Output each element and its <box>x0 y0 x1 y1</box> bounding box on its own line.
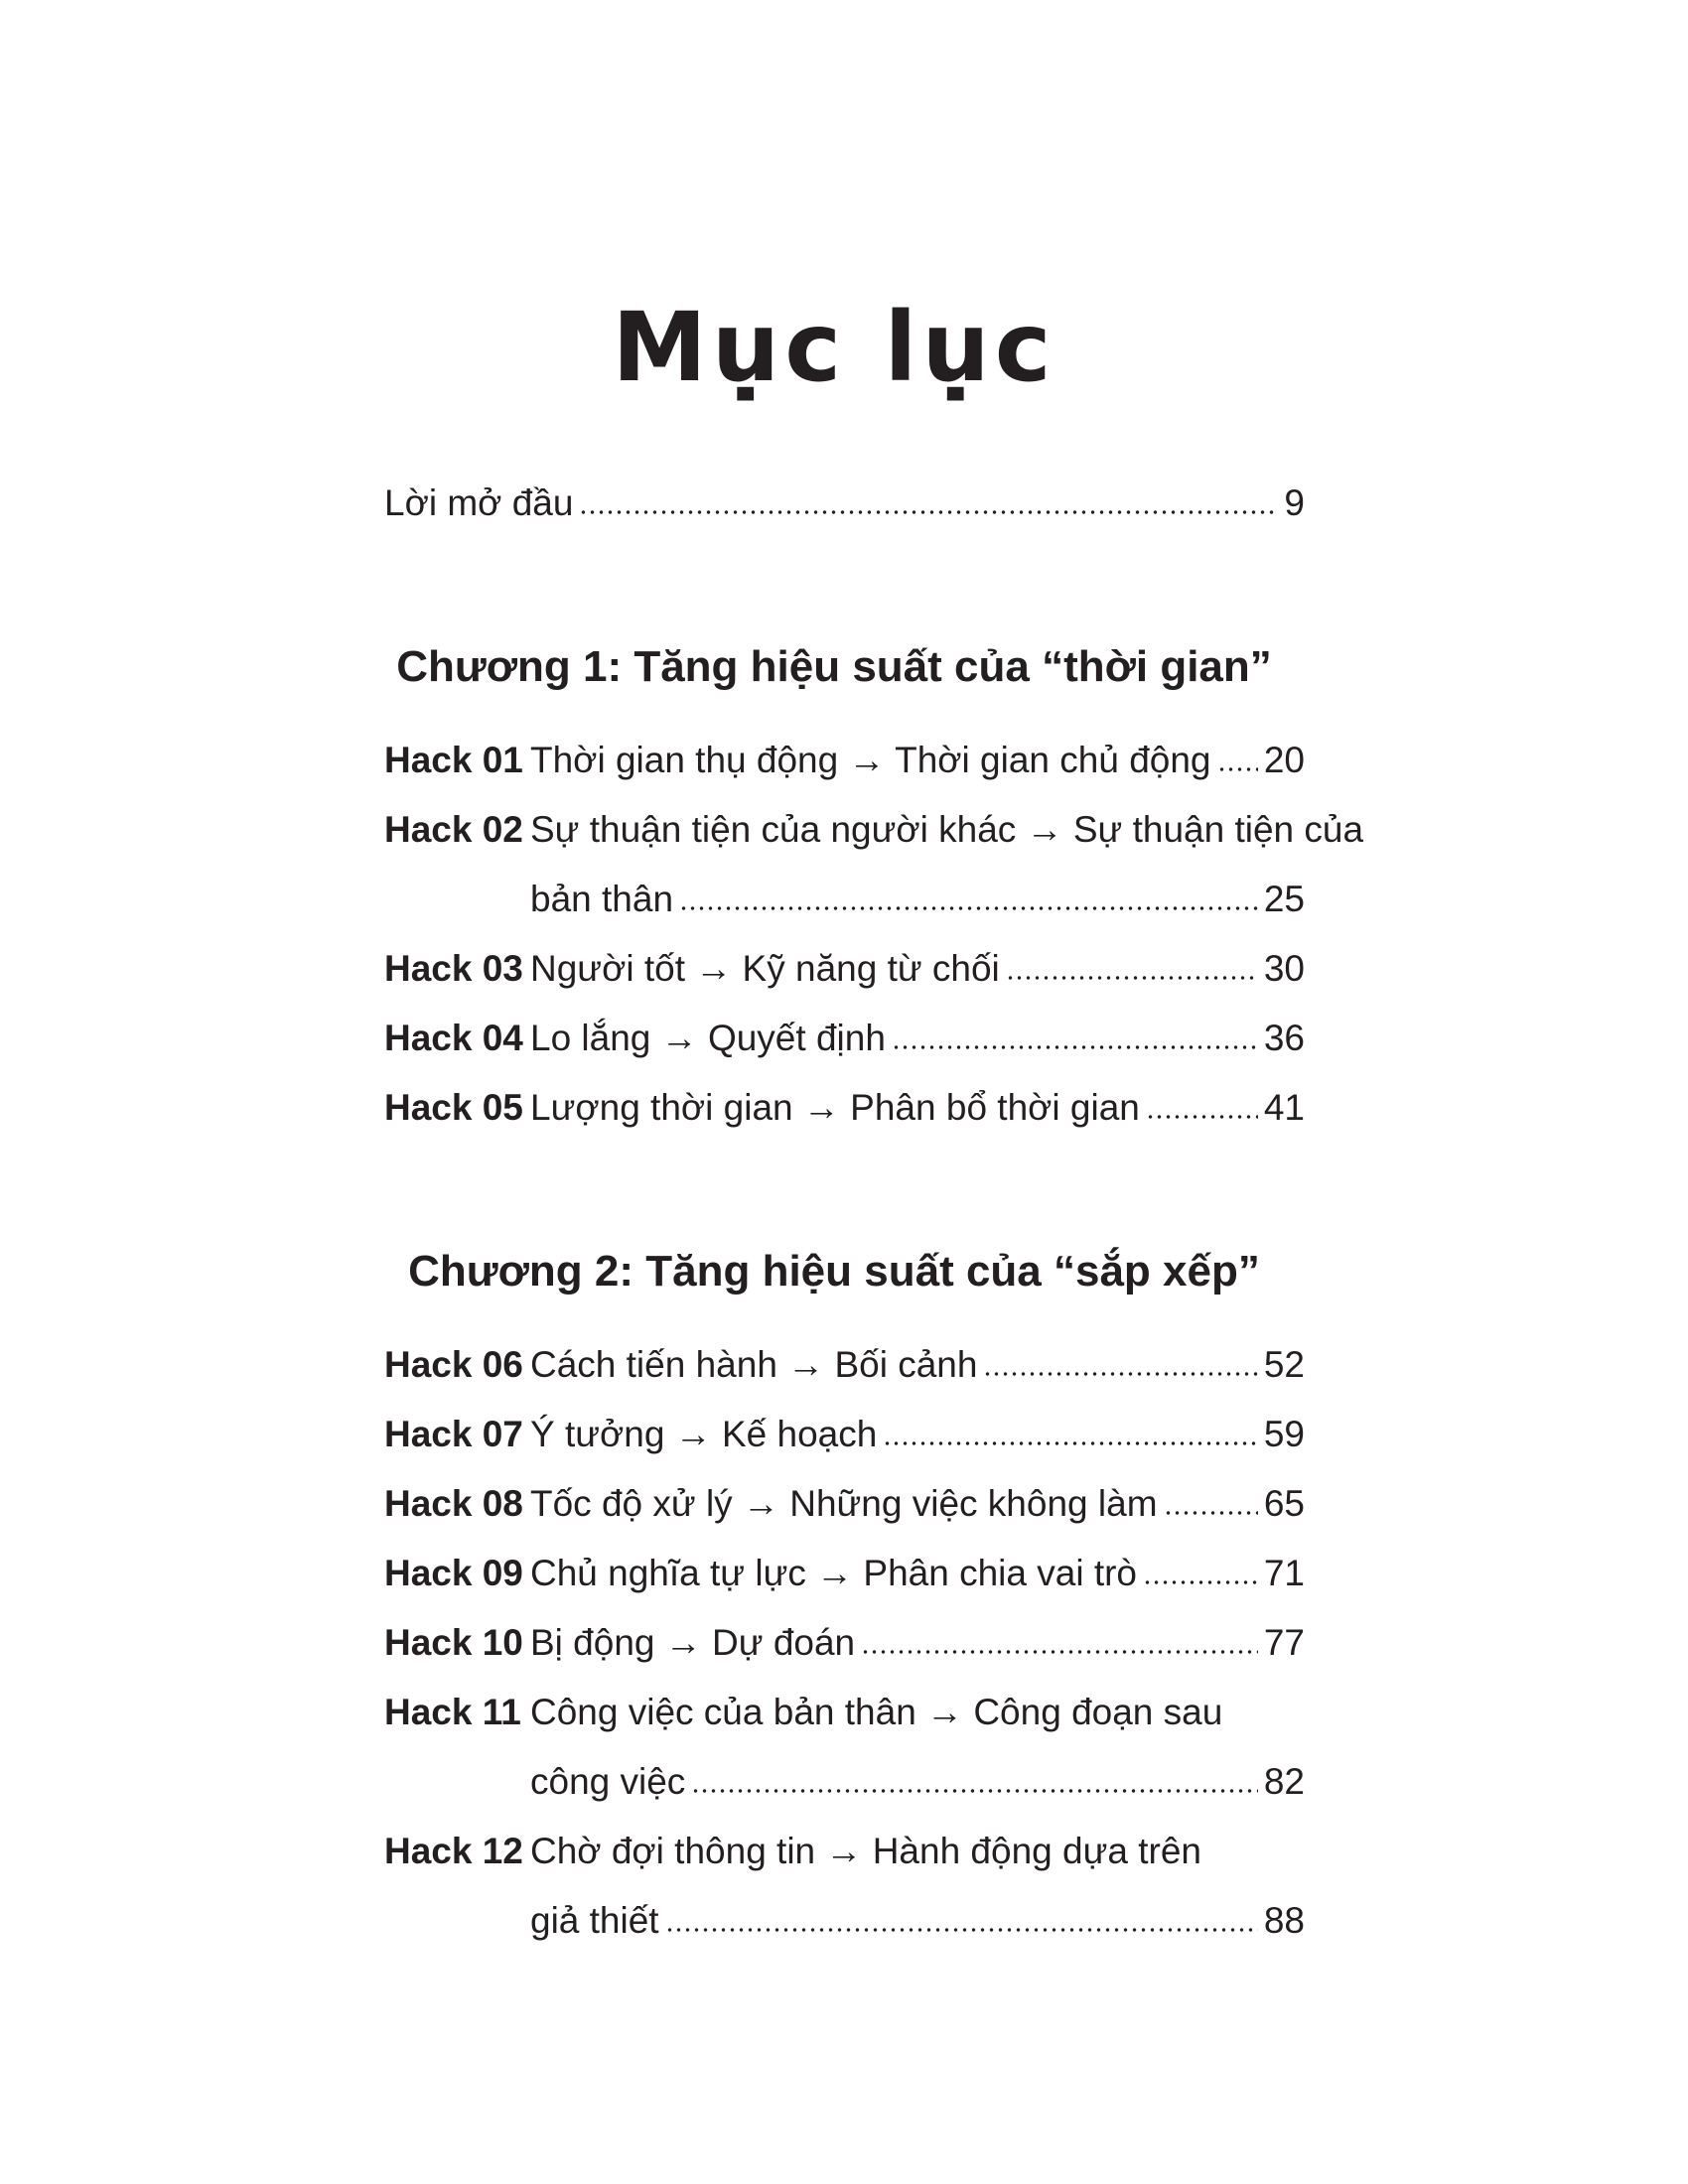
hack-label: Hack 01 <box>384 740 523 780</box>
hack-label: Hack 05 <box>384 1087 523 1128</box>
page-number: 41 <box>1263 1087 1305 1128</box>
page-number: 59 <box>1263 1414 1305 1454</box>
page-number: 88 <box>1263 1900 1305 1941</box>
hack-label: Hack 06 <box>384 1344 523 1385</box>
page-number: 36 <box>1263 1018 1305 1058</box>
dot-leader <box>892 1044 1258 1050</box>
page-number: 30 <box>1263 948 1305 989</box>
toc-entry-hack-06[interactable] <box>384 1330 1305 1400</box>
toc-entry-hack-12[interactable] <box>384 1817 1318 1886</box>
hack-label: Hack 03 <box>384 948 523 989</box>
toc-entry-hack-04[interactable] <box>384 1004 1305 1073</box>
hack-label: Hack 10 <box>384 1622 523 1663</box>
entry-title: Sự thuận tiện của người khác → Sự thuận tiện của <box>530 809 1364 850</box>
dot-leader <box>861 1649 1258 1655</box>
toc-entry-hack-08[interactable] <box>384 1469 1305 1539</box>
entry-title: Cách tiến hành → Bối cảnh <box>530 1344 978 1385</box>
chapter-1-title: Chương 1: Tăng hiệu suất của “thời gian” <box>396 642 1272 691</box>
page-number: 25 <box>1263 879 1305 919</box>
entry-title: Công việc của bản thân → Công đoạn sau <box>530 1692 1223 1732</box>
entry-title: Tốc độ xử lý → Những việc không làm <box>530 1483 1158 1524</box>
toc-entry-hack-11-continued[interactable] <box>530 1747 1305 1817</box>
entry-title: Lời mở đầu <box>384 482 574 523</box>
toc-entry-hack-12-continued[interactable] <box>530 1886 1305 1956</box>
hack-label: Hack 11 <box>384 1692 521 1732</box>
entry-title: Lượng thời gian → Phân bổ thời gian <box>530 1087 1140 1128</box>
page-number: 77 <box>1263 1622 1305 1663</box>
toc-entry-hack-02-continued[interactable] <box>530 865 1305 934</box>
hack-label: Hack 12 <box>384 1831 523 1871</box>
entry-title: Bị động → Dự đoán <box>530 1622 856 1663</box>
page-number: 71 <box>1263 1553 1305 1593</box>
toc-entry-hack-01[interactable] <box>384 726 1305 795</box>
toc-entry-hack-03[interactable] <box>384 934 1305 1004</box>
toc-entry-hack-05[interactable] <box>384 1073 1305 1143</box>
toc-entry-hack-09[interactable] <box>384 1539 1305 1608</box>
dot-leader <box>579 509 1278 515</box>
hack-label: Hack 08 <box>384 1483 523 1524</box>
hack-label: Hack 09 <box>384 1553 523 1593</box>
toc-entry-hack-10[interactable] <box>384 1608 1305 1678</box>
entry-title: Người tốt → Kỹ năng từ chối <box>530 948 1000 989</box>
toc-entry-hack-07[interactable] <box>384 1400 1305 1469</box>
page-number: 20 <box>1263 740 1305 780</box>
toc-entry-hack-11[interactable] <box>384 1678 1318 1747</box>
dot-leader <box>1143 1579 1258 1585</box>
hack-label: Hack 04 <box>384 1018 523 1058</box>
entry-title-continued: công việc <box>530 1761 686 1802</box>
dot-leader <box>983 1371 1257 1377</box>
hack-label: Hack 07 <box>384 1414 523 1454</box>
entry-title-continued: bản thân <box>530 879 674 919</box>
page-title: Mục lục <box>612 292 1056 403</box>
dot-leader <box>1146 1114 1258 1120</box>
toc-entry-preface[interactable] <box>384 469 1305 538</box>
entry-title: Chủ nghĩa tự lực → Phân chia vai trò <box>530 1553 1138 1593</box>
dot-leader <box>1006 975 1258 981</box>
entry-title: Lo lắng → Quyết định <box>530 1018 886 1058</box>
hack-label: Hack 02 <box>384 809 523 850</box>
page-number: 65 <box>1263 1483 1305 1524</box>
dot-leader <box>679 905 1258 911</box>
entry-title: Ý tưởng → Kế hoạch <box>530 1414 878 1454</box>
chapter-2-title: Chương 2: Tăng hiệu suất của “sắp xếp” <box>408 1247 1260 1296</box>
page-number: 52 <box>1263 1344 1305 1385</box>
dot-leader <box>1217 766 1258 772</box>
dot-leader <box>1164 1510 1258 1516</box>
toc-entry-hack-02[interactable] <box>384 795 1364 865</box>
entry-title: Thời gian thụ động → Thời gian chủ động <box>530 740 1211 780</box>
page-number: 82 <box>1263 1761 1305 1802</box>
dot-leader <box>883 1440 1258 1446</box>
dot-leader <box>665 1927 1258 1933</box>
entry-title-continued: giả thiết <box>530 1900 659 1941</box>
page-number: 9 <box>1284 482 1305 523</box>
entry-title: Chờ đợi thông tin → Hành động dựa trên <box>530 1831 1201 1871</box>
dot-leader <box>691 1788 1258 1794</box>
